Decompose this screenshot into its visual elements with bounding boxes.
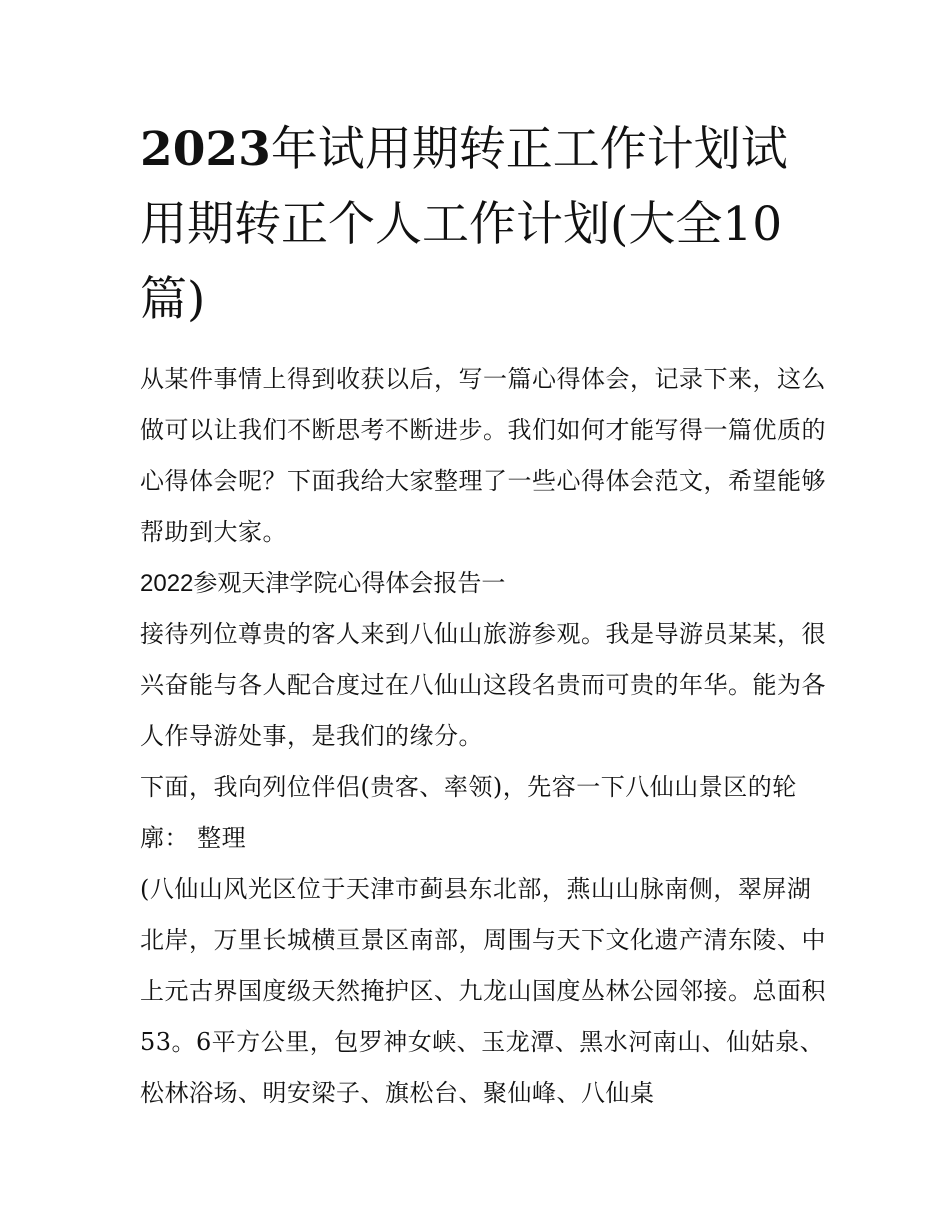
intro-paragraph: 从某件事情上得到收获以后，写一篇心得体会，记录下来，这么做可以让我们不断思考不断进步。我们如何才能写得一篇优质的心得体会呢？下面我给大家整理了一些心得体会范文，希望能够帮助到大家。 bbox=[140, 365, 826, 546]
body-paragraph: 下面，我向列位伴侣(贵客、率领)，先容一下八仙山景区的轮廓： 整理 bbox=[140, 773, 797, 852]
title-text: 年试用期转正工作计划试用期转正个人工作计划(大全10篇) bbox=[140, 122, 788, 327]
title-year: 2023 bbox=[140, 122, 271, 177]
body-paragraph: (八仙山风光区位于天津市蓟县东北部，燕山山脉南侧，翠屏湖北岸，万里长城横亘景区南部，周围与天下文化遗产清东陵、中上元古界国度级天然掩护区、九龙山国度丛林公园邻接。总面积53。6平方公里，包罗神女峡、玉龙潭、黑水河南山、仙姑泉、松林浴场、明安梁子、旗松台、聚仙峰、八仙桌 bbox=[140, 875, 826, 1107]
body-paragraph: 接待列位尊贵的客人来到八仙山旅游参观。我是导游员某某，很兴奋能与各人配合度过在八仙山这段名贵而可贵的年华。能为各人作导游处事，是我们的缘分。 bbox=[140, 620, 826, 750]
document-body bbox=[140, 354, 830, 1119]
section-heading: 2022参观天津学院心得体会报告一 bbox=[140, 570, 506, 597]
document-title bbox=[140, 112, 830, 337]
